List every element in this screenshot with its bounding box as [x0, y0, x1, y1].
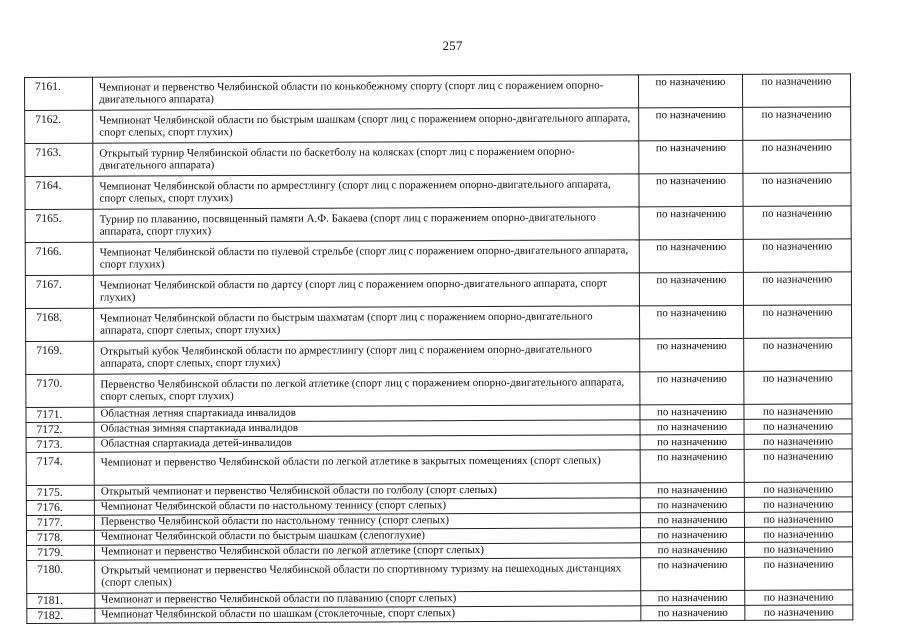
- row-number: 7177.: [26, 515, 94, 530]
- date-cell: по назначению: [640, 434, 744, 449]
- date-cell: по назначению: [640, 527, 744, 542]
- table-row: [27, 557, 853, 594]
- row-number: 7168.: [26, 308, 94, 341]
- date-cell: по назначению: [640, 482, 744, 497]
- date-cell: по назначению: [640, 338, 744, 371]
- row-number: 7164.: [25, 176, 93, 209]
- location-cell: по назначению: [744, 512, 852, 527]
- location-cell: по назначению: [744, 371, 852, 404]
- row-number: 7170.: [26, 374, 94, 407]
- date-cell: по назначению: [639, 107, 743, 140]
- table-row: [25, 239, 851, 276]
- event-description: Чемпионат и первенство Челябинской области по легкой атлетике в закрытых помещениях (спорт слепых): [94, 450, 640, 485]
- date-cell: по назначению: [639, 272, 743, 305]
- date-cell: по назначению: [641, 557, 745, 590]
- page-number: 257: [442, 38, 463, 53]
- date-cell: по назначению: [640, 371, 744, 404]
- event-description: Открытый чемпионат и первенство Челябинской области по голболу (спорт слепых): [94, 483, 640, 500]
- location-cell: по назначению: [744, 305, 852, 338]
- table-row: [25, 173, 851, 210]
- event-description: Чемпионат Челябинской области по быстрым шашкам (слепоглухие): [94, 528, 640, 545]
- location-cell: по назначению: [744, 449, 852, 482]
- row-number: 7165.: [25, 209, 93, 242]
- table-row: [25, 140, 851, 177]
- row-number: 7181.: [27, 593, 95, 608]
- row-number: 7163.: [25, 143, 93, 176]
- row-number: 7175.: [26, 485, 94, 500]
- row-number: 7182.: [27, 608, 95, 623]
- table-row: [25, 107, 851, 144]
- date-cell: по назначению: [640, 497, 744, 512]
- event-description: Чемпионат и первенство Челябинской области по легкой атлетике (спорт слепых): [95, 543, 641, 560]
- date-cell: по назначению: [639, 206, 743, 239]
- location-cell: по назначению: [745, 557, 853, 590]
- location-cell: по назначению: [745, 590, 853, 605]
- location-cell: по назначению: [744, 338, 852, 371]
- date-cell: по назначению: [638, 74, 742, 107]
- date-cell: по назначению: [640, 404, 744, 419]
- location-cell: по назначению: [745, 605, 853, 620]
- event-description: Областная спартакиада детей-инвалидов: [94, 435, 640, 452]
- event-description: Областная зимняя спартакиада инвалидов: [94, 420, 640, 437]
- date-cell: по назначению: [639, 140, 743, 173]
- row-number: 7169.: [26, 341, 94, 374]
- location-cell: по назначению: [745, 542, 853, 557]
- location-cell: по назначению: [744, 497, 852, 512]
- event-description: Чемпионат и первенство Челябинской области по плаванию (спорт слепых): [95, 591, 641, 608]
- date-cell: по назначению: [641, 542, 745, 557]
- event-description: Первенство Челябинской области по настольному теннису (спорт слепых): [94, 513, 640, 530]
- table-row: [26, 371, 852, 408]
- location-cell: по назначению: [744, 434, 852, 449]
- event-description: Чемпионат и первенство Челябинской области по конькобежному спорту (спорт лиц с поражением опорно-двигательного аппарата): [93, 75, 639, 110]
- event-description: Открытый турнир Челябинской области по баскетболу на колясках (спорт лиц с поражением опорно-двигательного аппарата): [93, 141, 639, 176]
- location-cell: по назначению: [742, 74, 850, 107]
- location-cell: по назначению: [744, 482, 852, 497]
- event-description: Открытый кубок Челябинской области по армрестлингу (спорт лиц с поражением опорно-двигательного аппарата, спорт слепых, спорт глухих): [94, 339, 640, 374]
- event-description: Чемпионат Челябинской области по армрестлингу (спорт лиц с поражением опорно-двигательного аппарата, спорт слепых, спорт глухих): [93, 174, 639, 209]
- location-cell: по назначению: [743, 140, 851, 173]
- location-cell: по назначению: [743, 239, 851, 272]
- location-cell: по назначению: [743, 107, 851, 140]
- date-cell: по назначению: [639, 239, 743, 272]
- row-number: 7167.: [25, 275, 93, 308]
- row-number: 7166.: [25, 242, 93, 275]
- table-row: [25, 272, 851, 309]
- events-table: [24, 73, 853, 624]
- table-row: [25, 74, 851, 111]
- location-cell: по назначению: [744, 404, 852, 419]
- location-cell: по назначению: [744, 419, 852, 434]
- event-description: Чемпионат Челябинской области по быстрым шахматам (спорт лиц с поражением опорно-двигательного аппарата, спорт слепых, спорт глухих): [94, 306, 640, 341]
- location-cell: по назначению: [744, 527, 852, 542]
- event-description: Чемпионат Челябинской области по дартсу (спорт лиц с поражением опорно-двигательного аппарата, спорт глухих): [93, 273, 639, 308]
- row-number: 7173.: [26, 437, 94, 452]
- date-cell: по назначению: [641, 590, 745, 605]
- event-description: Чемпионат Челябинской области по шашкам (стоклеточные, спорт слепых): [95, 606, 641, 623]
- row-number: 7171.: [26, 407, 94, 422]
- event-description: Турнир по плаванию, посвященный памяти А.Ф. Бакаева (спорт лиц с поражением опорно-двигательного аппарата, спорт глухих): [93, 207, 639, 242]
- row-number: 7172.: [26, 422, 94, 437]
- location-cell: по назначению: [743, 173, 851, 206]
- table-row: [25, 206, 851, 243]
- date-cell: по назначению: [640, 305, 744, 338]
- row-number: 7174.: [26, 452, 94, 485]
- row-number: 7162.: [25, 110, 93, 143]
- date-cell: по назначению: [640, 512, 744, 527]
- event-description: Чемпионат Челябинской области по быстрым шашкам (спорт лиц с поражением опорно-двигательного аппарата, спорт слепых, спорт глухих): [93, 108, 639, 143]
- event-description: Открытый чемпионат и первенство Челябинской области по спортивному туризму на пешеходных дистанциях (спорт слепых): [95, 558, 641, 593]
- table-row: [26, 449, 852, 486]
- row-number: 7161.: [25, 77, 93, 110]
- date-cell: по назначению: [639, 173, 743, 206]
- table-row: [26, 338, 852, 375]
- location-cell: по назначению: [743, 206, 851, 239]
- date-cell: по назначению: [640, 419, 744, 434]
- date-cell: по назначению: [641, 605, 745, 620]
- location-cell: по назначению: [743, 272, 851, 305]
- row-number: 7176.: [26, 500, 94, 515]
- table-row: [26, 305, 852, 342]
- event-description: Чемпионат Челябинской области по пулевой стрельбе (спорт лиц с поражением опорно-двигательного аппарата, спорт глухих): [93, 240, 639, 275]
- event-description: Первенство Челябинской области по легкой атлетике (спорт лиц с поражением опорно-двигательного аппарата, спорт слепых, спорт глухих): [94, 372, 640, 407]
- table-row: [27, 605, 853, 624]
- row-number: 7178.: [26, 530, 94, 545]
- date-cell: по назначению: [640, 449, 744, 482]
- row-number: 7179.: [27, 545, 95, 560]
- event-description: Областная летняя спартакиада инвалидов: [94, 405, 640, 422]
- event-description: Чемпионат Челябинской области по настольному теннису (спорт слепых): [94, 498, 640, 515]
- row-number: 7180.: [27, 560, 95, 593]
